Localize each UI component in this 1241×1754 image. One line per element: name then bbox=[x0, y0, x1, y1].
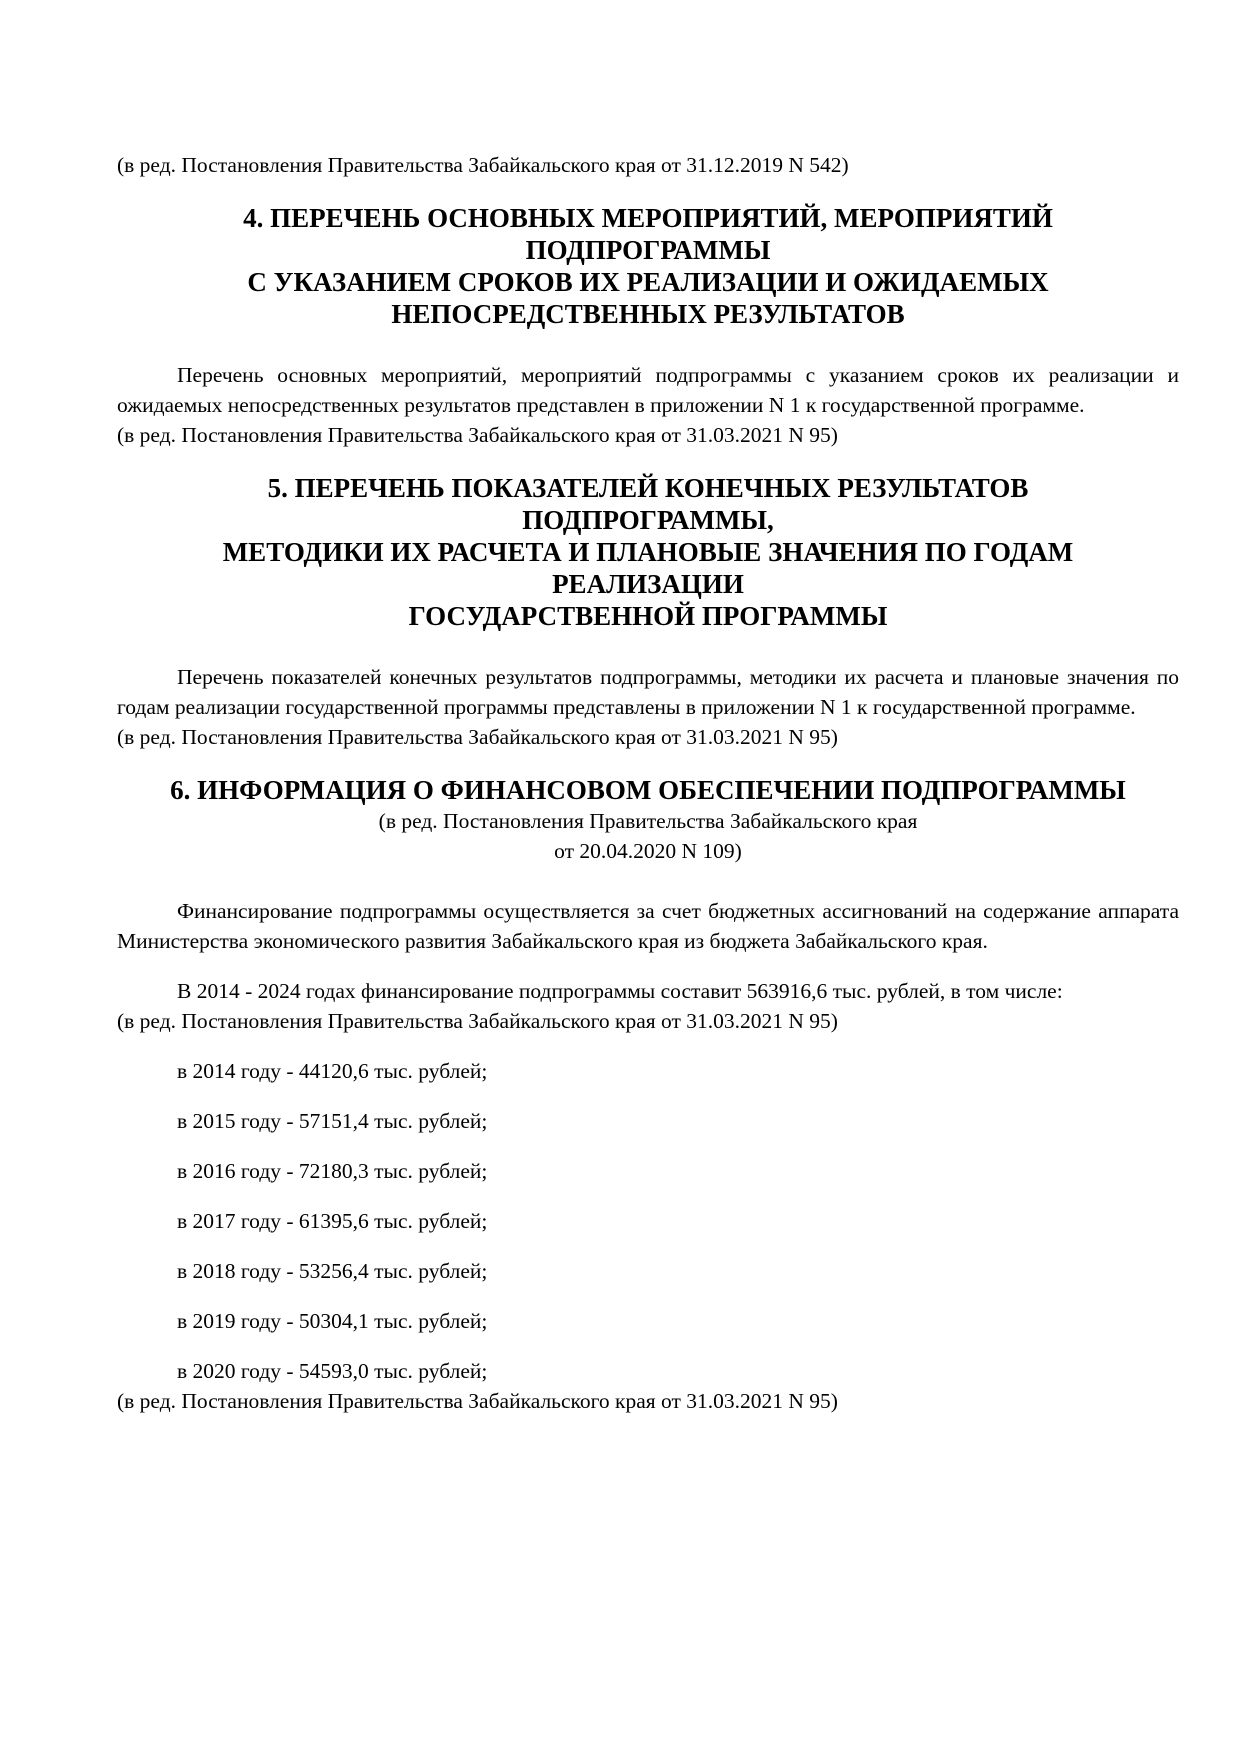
section-5-heading bbox=[117, 472, 1179, 632]
year-financing-item: в 2019 году - 50304,1 тыс. рублей; bbox=[177, 1309, 488, 1333]
heading-line: ГОСУДАРСТВЕННОЙ ПРОГРАММЫ bbox=[408, 601, 888, 631]
heading-line: НЕПОСРЕДСТВЕННЫХ РЕЗУЛЬТАТОВ bbox=[391, 299, 905, 329]
heading-line: 4. ПЕРЕЧЕНЬ ОСНОВНЫХ МЕРОПРИЯТИЙ, МЕРОПРИЯТИЙ bbox=[243, 203, 1053, 233]
financing-total-paragraph: В 2014 - 2024 годах финансирование подпрограммы составит 563916,6 тыс. рублей, в том числе: bbox=[177, 979, 1063, 1003]
section-6-heading: 6. ИНФОРМАЦИЯ О ФИНАНСОВОМ ОБЕСПЕЧЕНИИ ПОДПРОГРАММЫ bbox=[170, 775, 1126, 805]
heading-line: 5. ПЕРЕЧЕНЬ ПОКАЗАТЕЛЕЙ КОНЕЧНЫХ РЕЗУЛЬТАТОВ bbox=[267, 473, 1029, 503]
section-4-paragraph: Перечень основных мероприятий, мероприятий подпрограммы с указанием сроков их реализации и ожидаемых непосредственных результатов представлен в приложении N 1 к государственной программе. bbox=[117, 363, 1179, 417]
year-financing-item: в 2014 году - 44120,6 тыс. рублей; bbox=[177, 1059, 488, 1083]
heading-line: ПОДПРОГРАММЫ bbox=[525, 235, 771, 265]
amendment-note: (в ред. Постановления Правительства Забайкальского края от 31.03.2021 N 95) bbox=[117, 1389, 838, 1413]
heading-line: МЕТОДИКИ ИХ РАСЧЕТА И ПЛАНОВЫЕ ЗНАЧЕНИЯ ПО ГОДАМ bbox=[222, 537, 1074, 567]
section-5-paragraph: Перечень показателей конечных результатов подпрограммы, методики их расчета и плановые значения по годам реализации государственной программы представлены в приложении N 1 к государственной программе. bbox=[117, 665, 1179, 719]
heading-line: РЕАЛИЗАЦИИ bbox=[552, 569, 744, 599]
year-financing-item: в 2018 году - 53256,4 тыс. рублей; bbox=[177, 1259, 488, 1283]
year-financing-item: в 2016 году - 72180,3 тыс. рублей; bbox=[177, 1159, 488, 1183]
subtitle-line: от 20.04.2020 N 109) bbox=[554, 839, 742, 863]
section-6-amendment-subtitle bbox=[117, 806, 1179, 866]
amendment-note: (в ред. Постановления Правительства Забайкальского края от 31.12.2019 N 542) bbox=[117, 153, 849, 177]
heading-line: С УКАЗАНИЕМ СРОКОВ ИХ РЕАЛИЗАЦИИ И ОЖИДАЕМЫХ bbox=[247, 267, 1049, 297]
amendment-note: (в ред. Постановления Правительства Забайкальского края от 31.03.2021 N 95) bbox=[117, 423, 838, 447]
yearly-financing-list bbox=[117, 1056, 1179, 1386]
heading-line: ПОДПРОГРАММЫ, bbox=[522, 505, 774, 535]
amendment-note: (в ред. Постановления Правительства Забайкальского края от 31.03.2021 N 95) bbox=[117, 1009, 838, 1033]
year-financing-item: в 2015 году - 57151,4 тыс. рублей; bbox=[177, 1109, 488, 1133]
subtitle-line: (в ред. Постановления Правительства Забайкальского края bbox=[378, 809, 918, 833]
amendment-note: (в ред. Постановления Правительства Забайкальского края от 31.03.2021 N 95) bbox=[117, 725, 838, 749]
section-4-heading bbox=[117, 202, 1179, 330]
financing-source-paragraph: Финансирование подпрограммы осуществляется за счет бюджетных ассигнований на содержание аппарата Министерства экономического развития Забайкальского края из бюджета Забайкальского края. bbox=[117, 899, 1179, 953]
year-financing-item: в 2020 году - 54593,0 тыс. рублей; bbox=[177, 1359, 488, 1383]
year-financing-item: в 2017 году - 61395,6 тыс. рублей; bbox=[177, 1209, 488, 1233]
document-page bbox=[117, 150, 1179, 1416]
